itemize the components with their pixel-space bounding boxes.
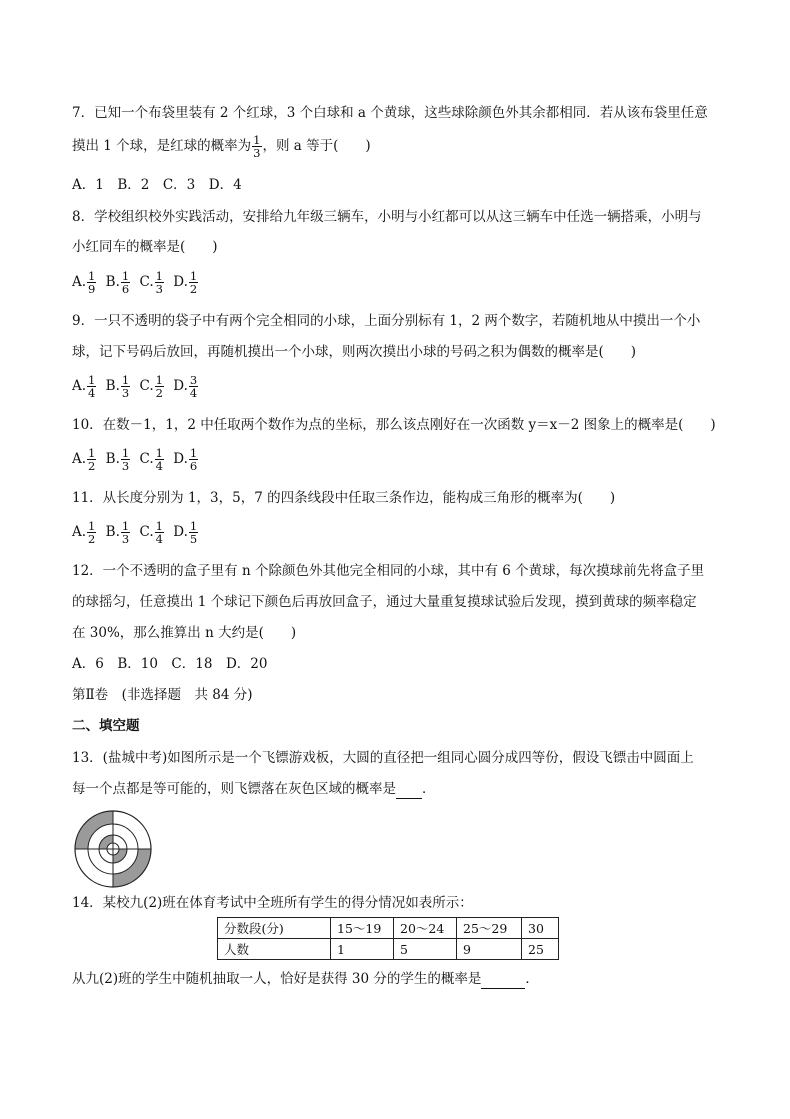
frac-den: 3 (121, 532, 130, 546)
table-header-row (218, 918, 559, 939)
frac-den: 3 (121, 459, 130, 473)
option-label: C. (139, 274, 154, 290)
q8-line1: 8．学校组织校外实践活动，安排给九年级三辆车，小明与小红都可以从这三辆车中任选一辆搭乘，小明与 (72, 209, 702, 225)
frac-num: 1 (189, 519, 198, 533)
option-label: C. (139, 378, 154, 394)
frac-den: 4 (155, 459, 163, 473)
q12-options: A．6 B．10 C．18 D．20 (72, 656, 268, 672)
frac-den: 2 (189, 282, 198, 296)
table-header-cell: 15～19 (331, 918, 394, 939)
table-cell: 1 (331, 939, 394, 960)
table-header-cell: 25～29 (457, 918, 522, 939)
option-fraction (87, 374, 96, 399)
section-heading: 二、填空题 (72, 718, 140, 734)
q8-option-c (140, 270, 165, 295)
option-label: A. (72, 378, 87, 394)
q7-line2-end: ，则 a 等于( ) (262, 138, 371, 154)
frac-num: 1 (189, 446, 198, 460)
part2-title: 第Ⅱ卷 (非选择题 共 84 分) (72, 687, 253, 703)
q11-option-c (140, 520, 165, 545)
q11-option-a (72, 520, 97, 545)
option-fraction (155, 270, 164, 295)
q9-options (72, 374, 203, 399)
q9-option-a (72, 374, 97, 399)
option-fraction (87, 520, 96, 545)
answer-blank[interactable] (481, 973, 525, 989)
frac-num: 3 (189, 373, 198, 387)
frac-num: 1 (253, 133, 261, 147)
frac-num: 1 (155, 446, 163, 460)
answer-blank[interactable] (396, 783, 422, 799)
q10-option-d (173, 447, 199, 472)
q13-line2-text: 每一个点都是等可能的，则飞镖落在灰色区域的概率是 (72, 781, 396, 797)
option-fraction (155, 447, 164, 472)
option-fraction (189, 520, 198, 545)
frac-num: 1 (88, 373, 96, 387)
option-fraction (155, 520, 164, 545)
option-fraction (87, 270, 96, 295)
q10-line1: 10．在数－1，1，2 中任取两个数作为点的坐标，那么该点刚好在一次函数 y＝x－2 图象上的概率是( ) (72, 417, 716, 433)
q14-line2 (72, 969, 539, 989)
q14-line2-end: ． (525, 971, 539, 987)
q7-fraction (252, 134, 261, 159)
option-label: D. (173, 274, 188, 290)
q10-options (72, 447, 203, 472)
table-row-label: 人数 (218, 939, 331, 960)
frac-num: 1 (155, 269, 163, 283)
frac-den: 3 (253, 146, 261, 160)
frac-num: 1 (155, 373, 163, 387)
frac-num: 1 (121, 269, 130, 283)
q9-option-d (173, 374, 199, 399)
frac-den: 6 (189, 459, 198, 473)
q13-line1: 13．(盐城中考)如图所示是一个飞镖游戏板，大圆的直径把一组同心圆分成四等份，假设飞镖击中圆面上 (72, 750, 694, 766)
frac-num: 1 (121, 446, 130, 460)
frac-den: 2 (88, 459, 96, 473)
frac-den: 2 (88, 532, 96, 546)
table-header-cell: 20～24 (394, 918, 457, 939)
table-header-cell: 30 (522, 918, 559, 939)
option-fraction (155, 374, 164, 399)
frac-den: 3 (155, 282, 163, 296)
q11-option-b (106, 520, 132, 545)
q8-option-b (106, 270, 132, 295)
table-cell: 9 (457, 939, 522, 960)
q11-line1: 11．从长度分别为 1，3，5，7 的四条线段中任取三条作边，能构成三角形的概率为( ) (72, 490, 616, 506)
option-label: B. (105, 524, 120, 540)
q9-line2: 球，记下号码后放回，再随机摸出一个小球，则两次摸出小球的号码之积为偶数的概率是( ) (72, 344, 637, 360)
q9-option-b (106, 374, 132, 399)
frac-den: 4 (155, 532, 163, 546)
dartboard-figure (72, 808, 154, 890)
option-label: B. (105, 274, 120, 290)
option-fraction (87, 447, 96, 472)
q14-line2-text: 从九(2)班的学生中随机抽取一人，恰好是获得 30 分的学生的概率是 (72, 971, 482, 987)
option-label: C. (139, 524, 154, 540)
frac-den: 4 (88, 386, 96, 400)
option-label: D. (173, 451, 188, 467)
option-label: D. (173, 378, 188, 394)
q12-line3: 在 30%，那么推算出 n 大约是( ) (72, 625, 297, 641)
table-header-cell: 分数段(分) (218, 918, 331, 939)
q12-line1: 12．一个不透明的盒子里有 n 个除颜色外其他完全相同的小球，其中有 6 个黄球，每次摸球前先将盒子里 (72, 563, 705, 579)
option-fraction (121, 520, 130, 545)
option-label: B. (105, 378, 120, 394)
option-fraction (189, 447, 198, 472)
q8-options (72, 270, 203, 295)
frac-den: 3 (121, 386, 130, 400)
q7-line2 (72, 134, 371, 159)
q7-line1: 7．已知一个布袋里装有 2 个红球，3 个白球和 a 个黄球，这些球除颜色外其余都相同．若从该布袋里任意 (72, 105, 708, 121)
q11-option-d (173, 520, 199, 545)
q8-line2: 小红同车的概率是( ) (72, 239, 218, 255)
q10-option-c (140, 447, 165, 472)
frac-num: 1 (155, 519, 163, 533)
option-fraction (189, 270, 198, 295)
option-label: C. (139, 451, 154, 467)
frac-den: 6 (121, 282, 130, 296)
table-cell: 25 (522, 939, 559, 960)
q9-line1: 9．一只不透明的袋子中有两个完全相同的小球，上面分别标有 1，2 两个数字，若随机地从中摸出一个小 (72, 313, 701, 329)
option-label: A. (72, 274, 87, 290)
option-fraction (121, 447, 130, 472)
option-label: D. (173, 524, 188, 540)
score-table (217, 917, 559, 960)
frac-num: 1 (189, 269, 198, 283)
q7-options: A．1 B．2 C．3 D．4 (72, 177, 242, 193)
dartboard (75, 811, 151, 887)
q8-option-d (173, 270, 199, 295)
option-label: A. (72, 524, 87, 540)
q10-option-b (106, 447, 132, 472)
q13-line2-end: ． (422, 781, 436, 797)
q11-options (72, 520, 203, 545)
q9-option-c (140, 374, 165, 399)
frac-num: 1 (121, 373, 130, 387)
frac-den: 5 (189, 532, 198, 546)
option-fraction (189, 374, 198, 399)
frac-num: 1 (88, 269, 96, 283)
option-fraction (121, 270, 130, 295)
q10-option-a (72, 447, 97, 472)
q12-line2: 的球摇匀，任意摸出 1 个球记下颜色后再放回盒子，通过大量重复摸球试验后发现，摸到黄球的频率稳定 (72, 594, 697, 610)
frac-den: 4 (189, 386, 198, 400)
q14-line1: 14．某校九(2)班在体育考试中全班所有学生的得分情况如表所示： (72, 895, 473, 911)
frac-den: 9 (88, 282, 96, 296)
frac-num: 1 (121, 519, 130, 533)
option-fraction (121, 374, 130, 399)
option-label: A. (72, 451, 87, 467)
frac-num: 1 (88, 519, 96, 533)
table-cell: 5 (394, 939, 457, 960)
option-label: B. (105, 451, 120, 467)
q8-option-a (72, 270, 97, 295)
table-row (218, 939, 559, 960)
q7-line2-text: 摸出 1 个球，是红球的概率为 (72, 138, 252, 154)
q13-line2 (72, 779, 436, 799)
frac-num: 1 (88, 446, 96, 460)
frac-den: 2 (155, 386, 163, 400)
